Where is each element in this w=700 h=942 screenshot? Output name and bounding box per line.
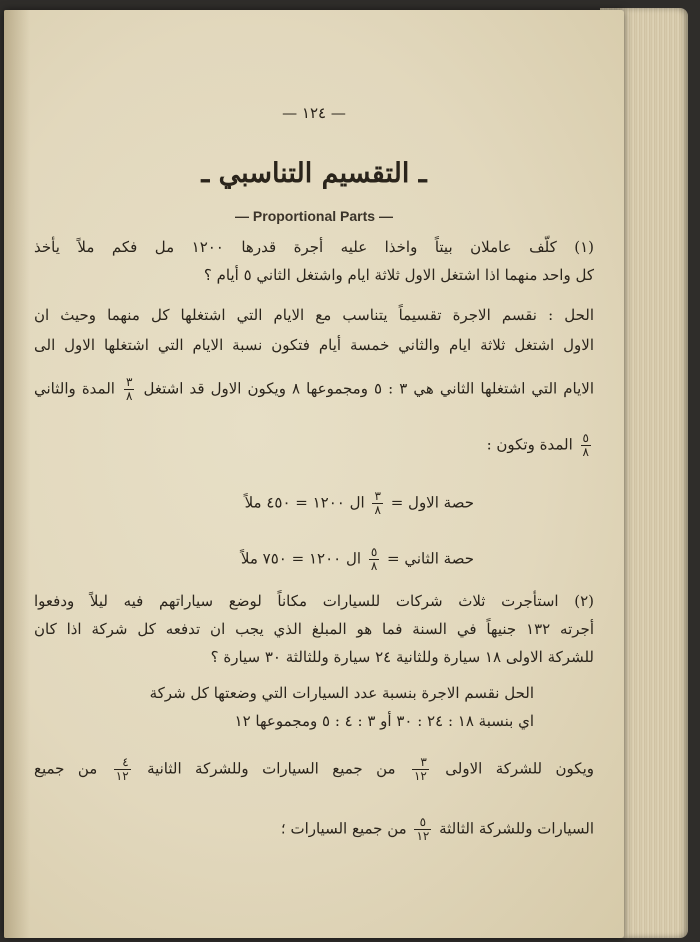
solution-2-line-3-text-c: من جميع [34, 759, 98, 778]
solution-2-line-3 [34, 756, 594, 783]
problem-2-line-1: (٢) استأجرت ثلاث شركات للسيارات مكاناً لوضع سياراتهم فيه ليلاً ودفعوا [34, 592, 594, 610]
fraction-3-12 [412, 756, 429, 783]
fraction-5-8 [581, 432, 591, 459]
page-title: ـ التقسيم التناسبي ـ [201, 158, 427, 189]
solution-2-line-1: الحل نقسم الاجرة بنسبة عدد السيارات التي وضعتها كل شركة [149, 684, 534, 702]
fraction-numerator: ٣ [126, 375, 133, 389]
fraction-numerator: ٥ [582, 431, 589, 445]
solution-1-line-3 [34, 376, 594, 403]
solution-1-line-1: الحل : نقسم الاجرة تقسيماً يتناسب مع الايام التي اشتغلها كل منهما وحيث ان [34, 306, 594, 324]
page-number: — ١٢٤ — [282, 104, 346, 122]
fraction-denominator: ١٢ [413, 769, 427, 783]
fraction-3-8 [372, 490, 382, 517]
solution-1-line-3-text-a: الايام التي اشتغلها الثاني هي ٣ : ٥ ومجموعها ٨ ويكون الاول قد اشتغل [143, 379, 594, 398]
solution-2-line-3-text-b: من جميع السيارات وللشركة الثانية [147, 759, 396, 778]
solution-1-line-2: الاول اشتغل ثلاثة ايام والثاني خمسة أيام فتكون نسبة الايام التي اشتغلها الاول الى [34, 336, 595, 354]
problem-1-line-2: كل واحد منهما اذا اشتغل الاول ثلاثة ايام واشتغل الثاني ٥ أيام ؟ [203, 266, 594, 284]
fraction-5-8 [369, 546, 379, 573]
problem-2-line-2: أجرته ١٣٢ جنيهاً في السنة فما هو المبلغ الذي يجب ان تدفعه كل شركة اذا كان [34, 620, 594, 638]
fraction-denominator: ٨ [374, 503, 381, 517]
fraction-numerator: ٥ [419, 815, 427, 829]
fraction-denominator: ٨ [582, 445, 589, 459]
solution-2-line-4 [34, 816, 594, 843]
page-gutter-shadow [4, 10, 30, 938]
problem-1-line-1: (١) كلّف عاملان بيتاً واخذا عليه أجرة قدرها ١٢٠٠ مل فكم ملاً يأخذ [34, 238, 594, 256]
fraction-4-12 [114, 756, 131, 783]
fraction-denominator: ١٢ [416, 829, 430, 843]
equation-share-first [34, 490, 474, 517]
fraction-numerator: ٣ [420, 755, 427, 769]
solution-2-line-2: اي بنسبة ١٨ : ٢٤ : ٣٠ أو ٣ : ٤ : ٥ ومجموعها ١٢ [234, 712, 534, 730]
equation-lhs: حصة الاول = [390, 493, 474, 512]
fraction-denominator: ٨ [126, 389, 133, 403]
problem-2-line-3: للشركة الاولى ١٨ سيارة وللثانية ٢٤ سيارة وللثالثة ٣٠ سيارة ؟ [210, 648, 594, 666]
equation-share-second [34, 546, 474, 573]
fraction-denominator: ١٢ [115, 769, 129, 783]
solution-1-line-3-text-b: المدة والثاني [34, 379, 115, 398]
fraction-5-12 [414, 816, 431, 843]
fraction-numerator: ٥ [370, 545, 378, 559]
solution-2-line-4-text-b: من جميع السيارات ؛ [280, 819, 407, 838]
page-content [34, 0, 594, 942]
fraction-numerator: ٤ [122, 755, 129, 769]
solution-2-line-3-text-a: ويكون للشركة الاولى [445, 759, 594, 778]
solution-2-line-4-text-a: السيارات وللشركة الثالثة [439, 819, 594, 838]
equation-lhs: حصة الثاني = [387, 549, 474, 568]
equation-rhs: ال ١٢٠٠ = ٤٥٠ ملاً [244, 493, 365, 512]
equation-rhs: ال ١٢٠٠ = ٧٥٠ ملاً [240, 549, 362, 568]
fraction-3-8 [124, 376, 134, 403]
fraction-denominator: ٨ [370, 559, 378, 573]
solution-1-line-4-text: المدة وتكون : [486, 435, 573, 454]
fraction-numerator: ٣ [374, 489, 381, 503]
page-subtitle: — Proportional Parts — [235, 208, 393, 224]
solution-1-line-4 [34, 432, 594, 459]
